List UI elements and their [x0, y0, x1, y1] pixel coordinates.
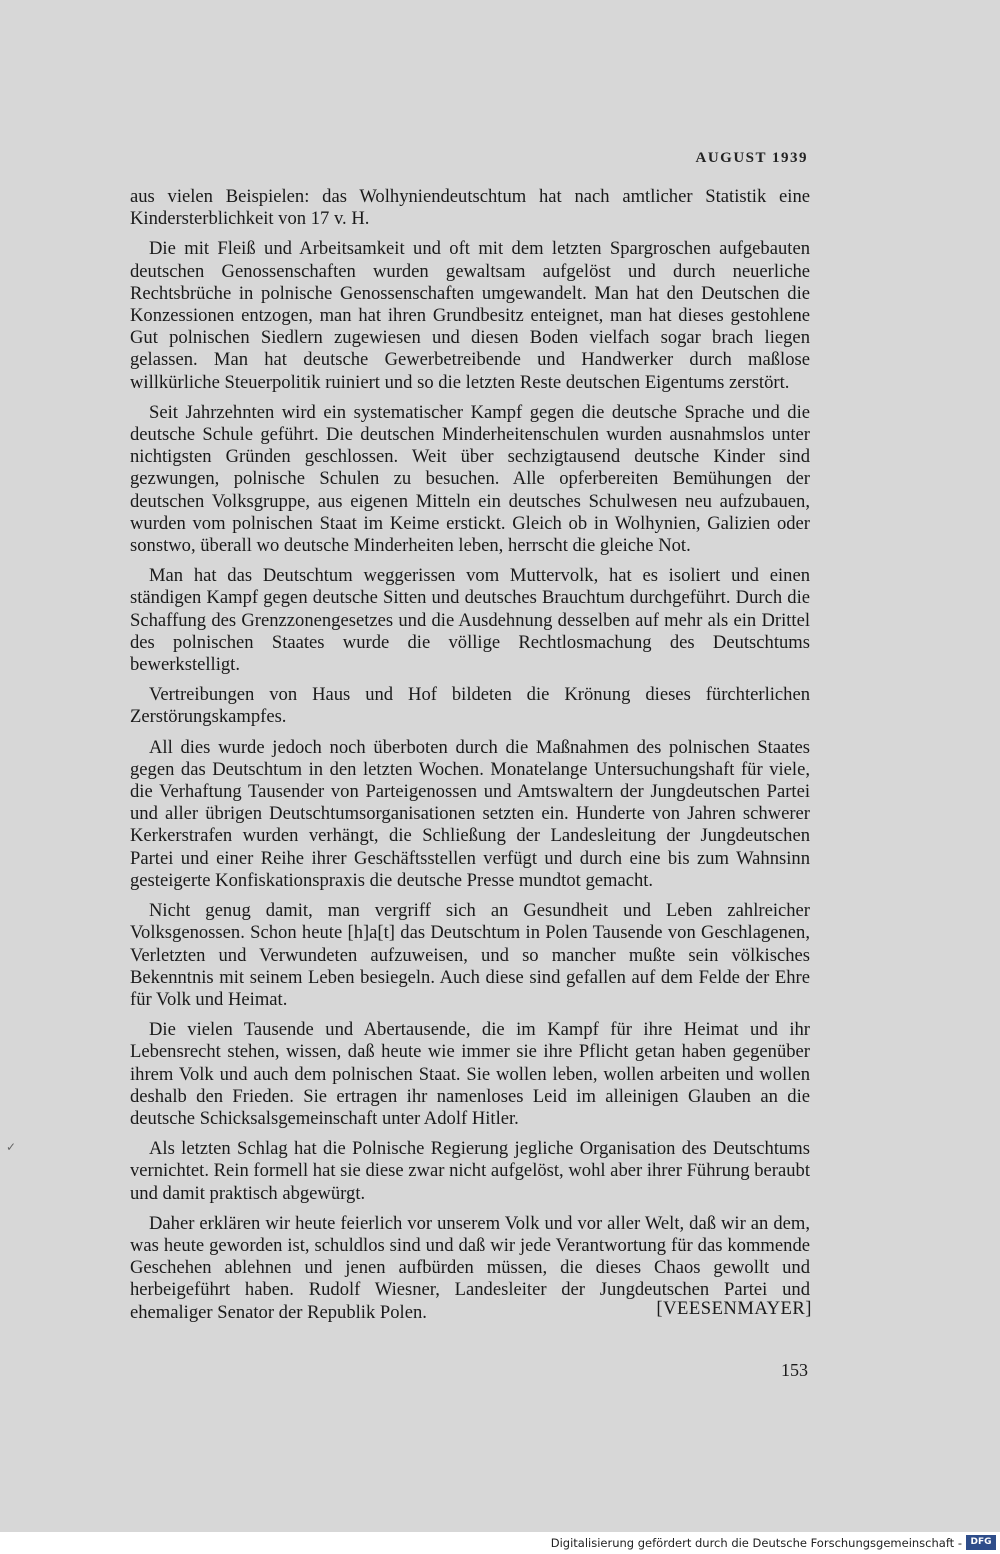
paragraph-9: Als letzten Schlag hat die Polnische Regierung jegliche Organisation des Deutschtums vernichtet. Rein formell hat sie diese zwar nicht aufgelöst, wohl aber ihrer Führung beraubt und damit praktisch abgewürgt. — [130, 1138, 810, 1204]
paragraph-6: All dies wurde jedoch noch überboten durch die Maßnahmen des polnischen Staates gegen das Deutschtum in den letzten Wochen. Monatelange Untersuchungshaft für viele, die Verhaftung Tausender von Parteigenossen und Amtswaltern der Jungdeutschen Partei und aller übrigen Deutschtumsorganisationen setzten ein. Hunderte von Jahren schwerer Kerkerstrafen wurden verhängt, die Schließung der Landesleitung der Jungdeutschen Partei und einer Reihe ihrer Geschäftsstellen verfügt und durch eine bis zum Wahnsinn gesteigerte Konfiskationspraxis die deutsche Presse mundtot gemacht. — [130, 736, 810, 891]
paragraph-1: aus vielen Beispielen: das Wolhyniendeutschtum hat nach amtlicher Statistik eine Kindersterblichkeit von 17 v. H. — [130, 186, 810, 230]
paragraph-2: Die mit Fleiß und Arbeitsamkeit und oft mit dem letzten Spargroschen aufgebauten deutschen Genossenschaften wurden gewaltsam aufgelöst und durch neuerliche Rechtsbrüche in polnische Genossenschaften umgewandelt. Man hat den Deutschen die Konzessionen entzogen, man hat ihren Grundbesitz enteignet, man hat dieses gestohlene Gut polnischen Siedlern zugewiesen und diesen Boden vielfach sogar brach liegen gelassen. Man hat deutsche Gewerbetreibende und Handwerker durch maßlose willkürliche Steuerpolitik ruiniert und so die letzten Reste deutschen Eigentums zerstört. — [130, 238, 810, 393]
paragraph-4: Man hat das Deutschtum weggerissen vom Muttervolk, hat es isoliert und einen ständigen Kampf gegen deutsche Sitten und deutsches Brauchtum durchgeführt. Durch die Schaffung des Grenzzonengesetzes und die Ausdehnung desselben auf mehr als ein Drittel des polnischen Staates wurde die völlige Rechtlosmachung des Deutschtums bewerkstelligt. — [130, 565, 810, 676]
body-text — [130, 186, 810, 1332]
paragraph-7: Nicht genug damit, man vergriff sich an Gesundheit und Leben zahlreicher Volksgenossen. Schon heute [h]a[t] das Deutschtum in Polen Tausende von Geschlagenen, Verletzten und Verwundeten aufzuweisen, und so mancher mußte sein völkisches Bekenntnis mit seinem Leben besiegeln. Auch diese sind gefallen auf dem Felde der Ehre für Volk und Heimat. — [130, 900, 810, 1010]
paragraph-10: Daher erklären wir heute feierlich vor unserem Volk und vor aller Welt, daß wir an dem, was heute geworden ist, schuldlos sind und daß wir jede Verantwortung für das kommende Geschehen ablehnen und jenen aufbürden müssen, die dieses Chaos gewollt und herbeigeführt haben. Rudolf Wiesner, Landesleiter der Jungdeutschen Partei und ehemaliger Senator der Republik Polen. — [130, 1212, 810, 1323]
paragraph-3: Seit Jahrzehnten wird ein systematischer Kampf gegen die deutsche Sprache und die deutsche Schule geführt. Die deutschen Minderheitenschulen wurden ausnahmslos unter nichtigsten Gründen geschlossen. Weit über sechzigtausend deutsche Kinder sind gezwungen, polnische Schulen zu besuchen. Alle opferbereiten Bemühungen der deutschen Volksgruppe, aus eigenen Mitteln ein deutsches Schulwesen neu aufzubauen, wurden vom polnischen Staat im Keime erstickt. Gleich ob in Wolhynien, Galizien oder sonstwo, überall wo deutsche Minderheiten leben, herrscht die gleiche Not. — [130, 401, 810, 557]
margin-mark: ✓ — [6, 1140, 17, 1154]
page-number: 153 — [781, 1360, 808, 1380]
signature: [VEESENMAYER] — [656, 1298, 812, 1319]
paragraph-5: Vertreibungen von Haus und Hof bildeten die Krönung dieses fürchterlichen Zerstörungskampfes. — [130, 684, 810, 728]
dfg-logo-icon: DFG — [966, 1535, 996, 1550]
footer-bar — [0, 1532, 1000, 1554]
paragraph-8: Die vielen Tausende und Abertausende, die im Kampf für ihre Heimat und ihr Lebensrecht stehen, wissen, daß heute wie immer sie ihre Pflicht getan haben gegenüber ihrem Volk und auch dem polnischen Staat. Sie wollen leben, wollen arbeiten und wollen deshalb den Frieden. Sie ertragen ihr namenloses Leid im alleinigen Glauben an die deutsche Schicksalsgemeinschaft unter Adolf Hitler. — [130, 1019, 810, 1129]
running-head: AUGUST 1939 — [695, 150, 808, 166]
footer-credit: Digitalisierung gefördert durch die Deutsche Forschungsgemeinschaft - — [550, 1536, 962, 1550]
